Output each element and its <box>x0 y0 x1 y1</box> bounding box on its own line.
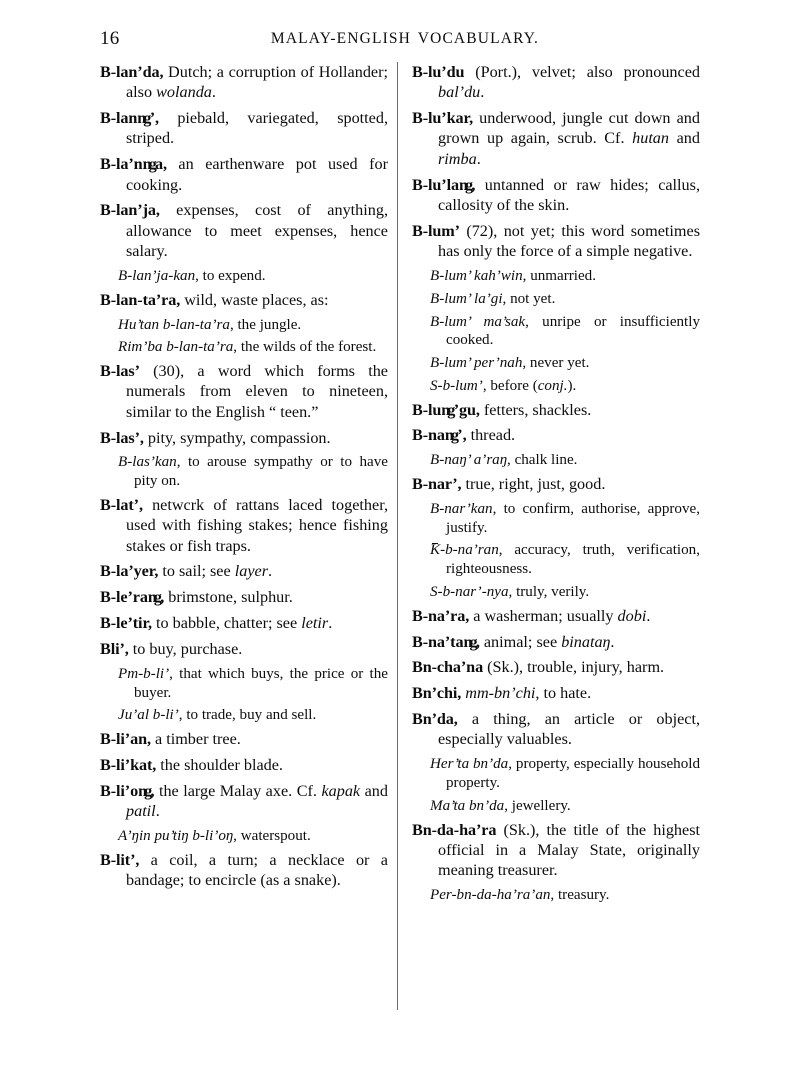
subentry-term: Her’ta bn’da <box>430 756 509 773</box>
dictionary-entry <box>412 221 700 262</box>
entry-headword: B-lung’gu, <box>412 400 480 419</box>
page-number: 16 <box>100 28 120 49</box>
entry-italic-term: layer <box>234 562 268 581</box>
entry-definition: untanned or raw hides; callus, callosity of the skin. <box>438 175 700 214</box>
subentry-term: A’ŋin pu’tiŋ b-li’oŋ <box>118 827 234 844</box>
entry-subentry <box>100 827 388 846</box>
subentry-term: B-lum’ kah’win <box>430 267 523 284</box>
dictionary-entry <box>100 428 388 448</box>
dictionary-entry <box>100 495 388 556</box>
entry-italic-term: hutan <box>632 129 669 148</box>
dictionary-entry <box>412 820 700 881</box>
entry-headword: B-lanng’, <box>100 109 159 128</box>
entry-headword: B-lu’kar, <box>412 109 474 128</box>
entry-definition: a coil, a turn; a necklace or a bandage; to encircle (as a snake). <box>126 850 388 890</box>
entry-headword: B-li’ong, <box>100 781 155 800</box>
subentry-term: Pm-b-li’ <box>118 665 170 682</box>
ng-ligature: ng <box>463 632 475 651</box>
entry-headword: B-las’, <box>100 428 144 447</box>
dictionary-entry <box>100 755 388 775</box>
entry-definition: expenses, cost of anything, allowance to meet expenses, hence salary. <box>126 201 388 261</box>
ng-ligature: ng <box>441 400 453 419</box>
entry-definition: Dutch; a corruption of Hollander; also wolanda. <box>126 63 388 102</box>
subentry-gloss: , to arouse sympathy or to have pity on. <box>134 454 388 490</box>
subentry-gloss: , jewellery. <box>504 797 571 814</box>
entry-italic-term: rimba <box>438 149 477 168</box>
subentry-term: Per-bn-da-ha’ra’an <box>430 887 551 904</box>
entry-subentry <box>412 267 700 286</box>
subentry-term: Rim’ba b-lan-ta’ra <box>118 339 234 356</box>
subentry-term: B-lum’ per’nah <box>430 355 523 372</box>
entry-headword: B-li’kat, <box>100 755 157 774</box>
column-divider-rule <box>397 62 398 1010</box>
entry-subentry <box>100 453 388 491</box>
dictionary-entry <box>100 729 388 749</box>
dictionary-entry <box>100 561 388 581</box>
subentry-term: B-nar’kan <box>430 500 493 517</box>
dictionary-entry <box>100 154 388 195</box>
dictionary-entry <box>412 108 700 169</box>
dictionary-entry <box>100 587 388 607</box>
entry-headword: B-la’yer, <box>100 562 159 581</box>
ng-ligature: ng <box>458 175 471 194</box>
running-head-title: MALAY-ENGLISH VOCABULARY. <box>270 30 540 47</box>
entry-definition: true, right, just, good. <box>461 475 606 494</box>
subentry-gloss: , to trade, buy and sell. <box>178 707 317 724</box>
dictionary-entry <box>100 850 388 891</box>
entry-definition: pity, sympathy, compassion. <box>143 428 331 447</box>
entry-definition: brimstone, sulphur. <box>164 588 293 607</box>
dictionary-entry <box>412 683 700 703</box>
entry-italic-term: wolanda <box>156 83 212 102</box>
entry-subentry <box>100 316 388 335</box>
dictionary-entry <box>412 632 700 652</box>
entry-definition: mm-bn’chi, to hate. <box>465 684 592 703</box>
entry-italic-term: patil <box>126 802 156 821</box>
entry-headword: B-nar’, <box>412 475 462 494</box>
subentry-gloss: , chalk line. <box>507 452 578 469</box>
entry-subentry <box>412 354 700 373</box>
subentry-gloss: , property, especially household property. <box>446 756 700 792</box>
entry-definition: (30), a word which forms the numerals from eleven to nineteen, similar to the English “ teen.” <box>126 362 388 421</box>
entry-headword: B-lat’, <box>100 496 143 514</box>
dictionary-entry <box>412 606 700 626</box>
entry-italic-term: dobi <box>617 606 647 625</box>
entry-definition: a thing, an article or object, especially valuables. <box>438 710 700 749</box>
dictionary-entry <box>412 474 700 494</box>
entry-definition: an earthenware pot used for cooking. <box>126 155 388 194</box>
column-right <box>412 62 700 909</box>
subentry-gloss: , never yet. <box>522 355 590 372</box>
subentry-gloss: , truly, verily. <box>508 584 590 601</box>
dictionary-entry <box>100 781 388 822</box>
subentry-term: S-b-lum’ <box>430 377 483 394</box>
entry-headword: B-lum’ <box>412 221 460 240</box>
subentry-term: B-naŋ’ a’raŋ <box>430 452 508 469</box>
entry-headword: B-lan’ja, <box>100 201 160 220</box>
dictionary-entry <box>412 425 700 445</box>
entry-definition: (Sk.), trouble, injury, harm. <box>483 658 665 677</box>
entry-definition: netwcrk of rattans laced together, used with fishing stakes; hence fishing stakes or fish traps. <box>126 496 388 555</box>
subentry-gloss: , that which buys, the price or the buyer. <box>134 665 388 701</box>
ng-ligature: ng <box>147 588 159 607</box>
subentry-term: S-b-nar’-nya <box>430 584 509 601</box>
dictionary-entry <box>100 200 388 261</box>
entry-subentry <box>412 500 700 538</box>
entry-definition: the large Malay axe. Cf. kapak and patil. <box>126 781 388 821</box>
entry-headword: Bn’chi, <box>412 684 462 703</box>
entry-definition: fetters, shackles. <box>479 400 592 419</box>
entry-italic-term: kapak <box>321 781 361 800</box>
subentry-gloss: , not yet. <box>502 290 556 307</box>
subentry-gloss: , unmarried. <box>522 267 596 284</box>
entry-definition: thread. <box>466 426 516 445</box>
subentry-gloss: , to expend. <box>195 267 266 284</box>
subentry-gloss: , unripe or insufficiently cooked. <box>446 313 700 349</box>
dictionary-entry <box>100 613 388 633</box>
entry-subentry <box>412 541 700 579</box>
entry-headword: Bli’, <box>100 639 129 658</box>
ng-ligature: ng <box>142 155 154 174</box>
entry-italic-term: binataŋ <box>561 632 611 651</box>
entry-definition: to buy, purchase. <box>128 639 243 658</box>
entry-subentry <box>412 797 700 816</box>
entry-definition: to sail; see layer. <box>158 562 273 581</box>
entry-headword: B-lan-ta’ra, <box>100 290 181 309</box>
dictionary-entry <box>412 62 700 103</box>
dictionary-entry <box>412 657 700 677</box>
running-head <box>100 28 710 52</box>
entry-subentry <box>100 267 388 286</box>
column-left <box>100 62 388 896</box>
entry-headword: B-nang’, <box>412 426 467 445</box>
subentry-term: B-lum’ la’gi <box>430 290 503 307</box>
ng-ligature: ng <box>444 426 456 445</box>
entry-subentry <box>412 290 700 309</box>
subentry-gloss: , waterspout. <box>233 827 311 844</box>
entry-headword: Bn-da-ha’ra <box>412 820 497 839</box>
subentry-gloss: , before (conj.). <box>482 377 577 394</box>
entry-headword: B-lu’lang, <box>412 175 476 194</box>
subentry-term: B-lan’ja-kan <box>118 267 196 284</box>
entry-subentry <box>412 886 700 905</box>
subentry-gloss: , to confirm, authorise, approve, justify. <box>446 500 700 536</box>
entry-headword: B-lit’, <box>100 850 140 869</box>
entry-definition: a washerman; usually dobi. <box>469 606 651 625</box>
entry-headword: B-lu’du <box>412 63 465 81</box>
entry-headword: Bn-cha’na <box>412 658 484 677</box>
entry-headword: B-li’an, <box>100 730 151 749</box>
subentry-term: Ma’ta bn’da <box>430 797 505 814</box>
dictionary-entry <box>412 709 700 750</box>
entry-definition: (72), not yet; this word sometimes has only the force of a simple negative. <box>438 221 700 261</box>
dictionary-entry <box>100 108 388 149</box>
entry-headword: B-lan’da, <box>100 63 164 81</box>
entry-subentry <box>412 451 700 470</box>
entry-subentry <box>412 583 700 602</box>
subentry-gloss: , the wilds of the forest. <box>233 339 377 356</box>
entry-definition: to babble, chatter; see letir. <box>152 614 333 633</box>
dictionary-entry <box>100 361 388 422</box>
entry-headword: B-na’ra, <box>412 606 470 625</box>
subentry-gloss: , accuracy, truth, verification, righteousness. <box>446 542 700 578</box>
entry-definition: a timber tree. <box>150 730 241 749</box>
entry-italic-term: mm-bn’chi <box>465 684 536 703</box>
dictionary-entry <box>100 290 388 310</box>
subentry-term: Ju’al b-li’ <box>118 707 179 724</box>
entry-definition: the shoulder blade. <box>156 755 283 774</box>
entry-subentry <box>412 755 700 793</box>
entry-subentry <box>412 377 700 396</box>
dictionary-entry <box>100 639 388 659</box>
entry-definition: wild, waste places, as: <box>180 290 329 309</box>
dictionary-entry <box>412 400 700 420</box>
entry-subentry <box>100 665 388 703</box>
entry-definition: piebald, variegated, spotted, striped. <box>126 109 388 148</box>
subentry-term: B-lum’ ma’sak <box>430 313 526 330</box>
subentry-italic-term: conj. <box>537 377 568 394</box>
entry-headword: B-le’rang, <box>100 588 165 607</box>
entry-subentry <box>100 338 388 357</box>
entry-subentry <box>412 313 700 351</box>
dictionary-entry <box>412 175 700 216</box>
entry-headword: B-na’tang, <box>412 632 480 651</box>
ng-ligature: ng <box>138 781 150 800</box>
subentry-term: B-las’kan <box>118 454 177 471</box>
entry-headword: B-la’nnga, <box>100 155 167 174</box>
subentry-term: Hu’tan b-lan-ta’ra <box>118 316 230 333</box>
entry-headword: B-le’tir, <box>100 614 152 633</box>
subentry-gloss: , treasury. <box>550 887 610 904</box>
entry-italic-term: bal’du <box>438 83 481 102</box>
entry-headword: Bn’da, <box>412 710 458 729</box>
entry-headword: B-las’ <box>100 362 140 381</box>
entry-definition: underwood, jungle cut down and grown up again, scrub. Cf. hutan and rimba. <box>438 109 700 168</box>
subentry-term: K-b-na’ran <box>430 542 499 559</box>
entry-italic-term: letir <box>301 614 329 633</box>
entry-subentry <box>100 706 388 725</box>
entry-definition: (Sk.), the title of the highest official in a Malay State, originally meaning treasurer. <box>438 820 700 880</box>
entry-definition: (Port.), velvet; also pronounced bal’du. <box>438 63 700 102</box>
entry-definition: animal; see binataŋ. <box>479 632 615 651</box>
dictionary-entry <box>100 62 388 103</box>
ng-ligature: ng <box>137 109 149 128</box>
subentry-gloss: , the jungle. <box>229 316 302 333</box>
